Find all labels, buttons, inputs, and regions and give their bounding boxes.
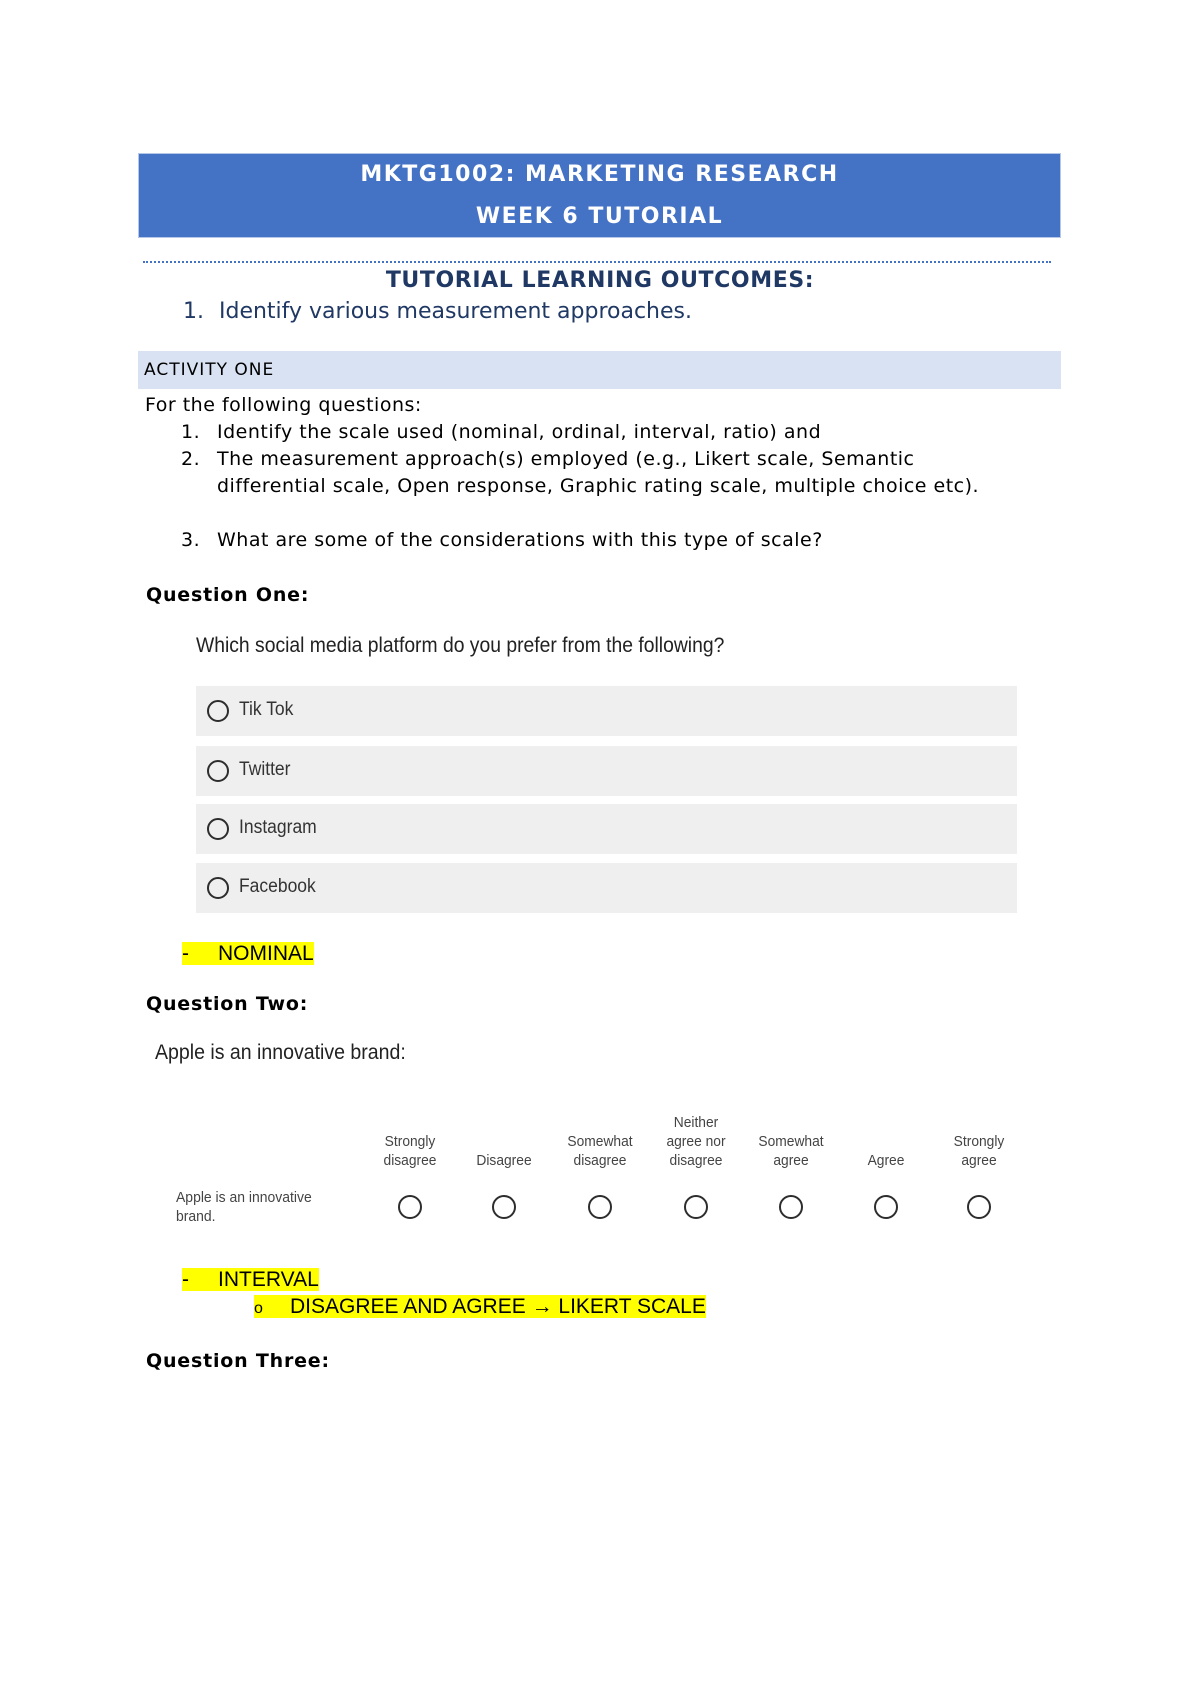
course-title: MKTG1002: MARKETING RESEARCH — [360, 162, 839, 187]
question-two-heading: Question Two: — [146, 993, 309, 1015]
column-header-strongly-agree — [935, 1132, 1023, 1170]
column-header-line: Disagree — [476, 1152, 532, 1169]
column-header-line: agree nor — [666, 1133, 726, 1150]
learning-outcomes-title: TUTORIAL LEARNING OUTCOMES: — [385, 268, 815, 293]
matrix-row-label — [176, 1188, 343, 1226]
course-header-banner — [138, 153, 1061, 238]
tutorial-subtitle: WEEK 6 TUTORIAL — [475, 204, 724, 229]
answer-text: INTERVAL — [218, 1268, 319, 1291]
activity-label: ACTIVITY ONE — [144, 360, 275, 380]
instruction-text: The measurement approach(s) employed (e.g., Likert scale, Semantic differential scale, Open response, Graphic rating scale, multiple choice etc). — [217, 448, 980, 497]
question-three-heading: Question Three: — [146, 1350, 330, 1372]
radio-button-icon[interactable] — [207, 700, 229, 722]
instruction-number: 3. — [181, 529, 201, 551]
column-header-line: Neither — [673, 1114, 719, 1131]
radio-neither-icon[interactable] — [684, 1195, 708, 1219]
radio-disagree-icon[interactable] — [492, 1195, 516, 1219]
radio-button-icon[interactable] — [207, 877, 229, 899]
radio-somewhat-disagree-icon[interactable] — [588, 1195, 612, 1219]
column-header-line: disagree — [669, 1152, 723, 1169]
question-two-answer — [182, 1268, 319, 1292]
outcome-text: Identify various measurement approaches. — [219, 299, 692, 324]
learning-outcome-item — [183, 299, 692, 324]
radio-button-icon[interactable] — [207, 760, 229, 782]
column-header-somewhat-agree — [747, 1132, 835, 1170]
option-label: Instagram — [239, 817, 317, 838]
column-header-line: Strongly — [953, 1133, 1005, 1150]
radio-strongly-agree-icon[interactable] — [967, 1195, 991, 1219]
question-one-answer — [182, 942, 314, 966]
activity-section-band — [138, 351, 1061, 389]
instruction-text: Identify the scale used (nominal, ordinal, interval, ratio) and — [217, 421, 822, 443]
option-tiktok[interactable] — [196, 686, 1017, 736]
outcome-number: 1. — [183, 299, 204, 324]
column-header-agree — [842, 1151, 930, 1170]
instructions-intro: For the following questions: — [145, 394, 422, 416]
answer-dash: - — [182, 942, 189, 965]
instruction-number: 2. — [181, 448, 201, 470]
answer-text: NOMINAL — [218, 942, 314, 965]
instruction-number: 1. — [181, 421, 201, 443]
sub-bullet-icon: o — [254, 1300, 263, 1317]
radio-strongly-disagree-icon[interactable] — [398, 1195, 422, 1219]
option-label: Tik Tok — [239, 699, 294, 720]
column-header-line: Agree — [867, 1152, 905, 1169]
column-header-line: Strongly — [384, 1133, 436, 1150]
option-instagram[interactable] — [196, 804, 1017, 854]
column-header-neither — [652, 1113, 740, 1170]
column-header-somewhat-disagree — [556, 1132, 644, 1170]
column-header-line: Somewhat — [758, 1133, 824, 1150]
radio-agree-icon[interactable] — [874, 1195, 898, 1219]
sub-answer-text: DISAGREE AND AGREE → LIKERT SCALE — [290, 1295, 706, 1318]
question-one-heading: Question One: — [146, 584, 310, 606]
question-one-prompt: Which social media platform do you prefer from the following? — [196, 634, 725, 657]
option-label: Facebook — [239, 876, 316, 897]
column-header-line: disagree — [573, 1152, 627, 1169]
column-header-line: agree — [961, 1152, 997, 1169]
column-header-line: agree — [773, 1152, 809, 1169]
row-label-line: Apple is an innovative — [176, 1189, 312, 1206]
dotted-divider — [143, 261, 1051, 263]
option-label: Twitter — [239, 759, 291, 780]
column-header-disagree — [460, 1151, 548, 1170]
option-facebook[interactable] — [196, 863, 1017, 913]
answer-dash: - — [182, 1268, 189, 1291]
radio-somewhat-agree-icon[interactable] — [779, 1195, 803, 1219]
radio-button-icon[interactable] — [207, 818, 229, 840]
column-header-line: Somewhat — [567, 1133, 633, 1150]
option-twitter[interactable] — [196, 746, 1017, 796]
question-two-prompt: Apple is an innovative brand: — [155, 1041, 406, 1064]
question-two-sub-answer — [254, 1295, 706, 1319]
column-header-line: disagree — [383, 1152, 437, 1169]
row-label-line: brand. — [176, 1208, 216, 1225]
instruction-text: What are some of the considerations with this type of scale? — [217, 529, 823, 551]
column-header-strongly-disagree — [366, 1132, 454, 1170]
